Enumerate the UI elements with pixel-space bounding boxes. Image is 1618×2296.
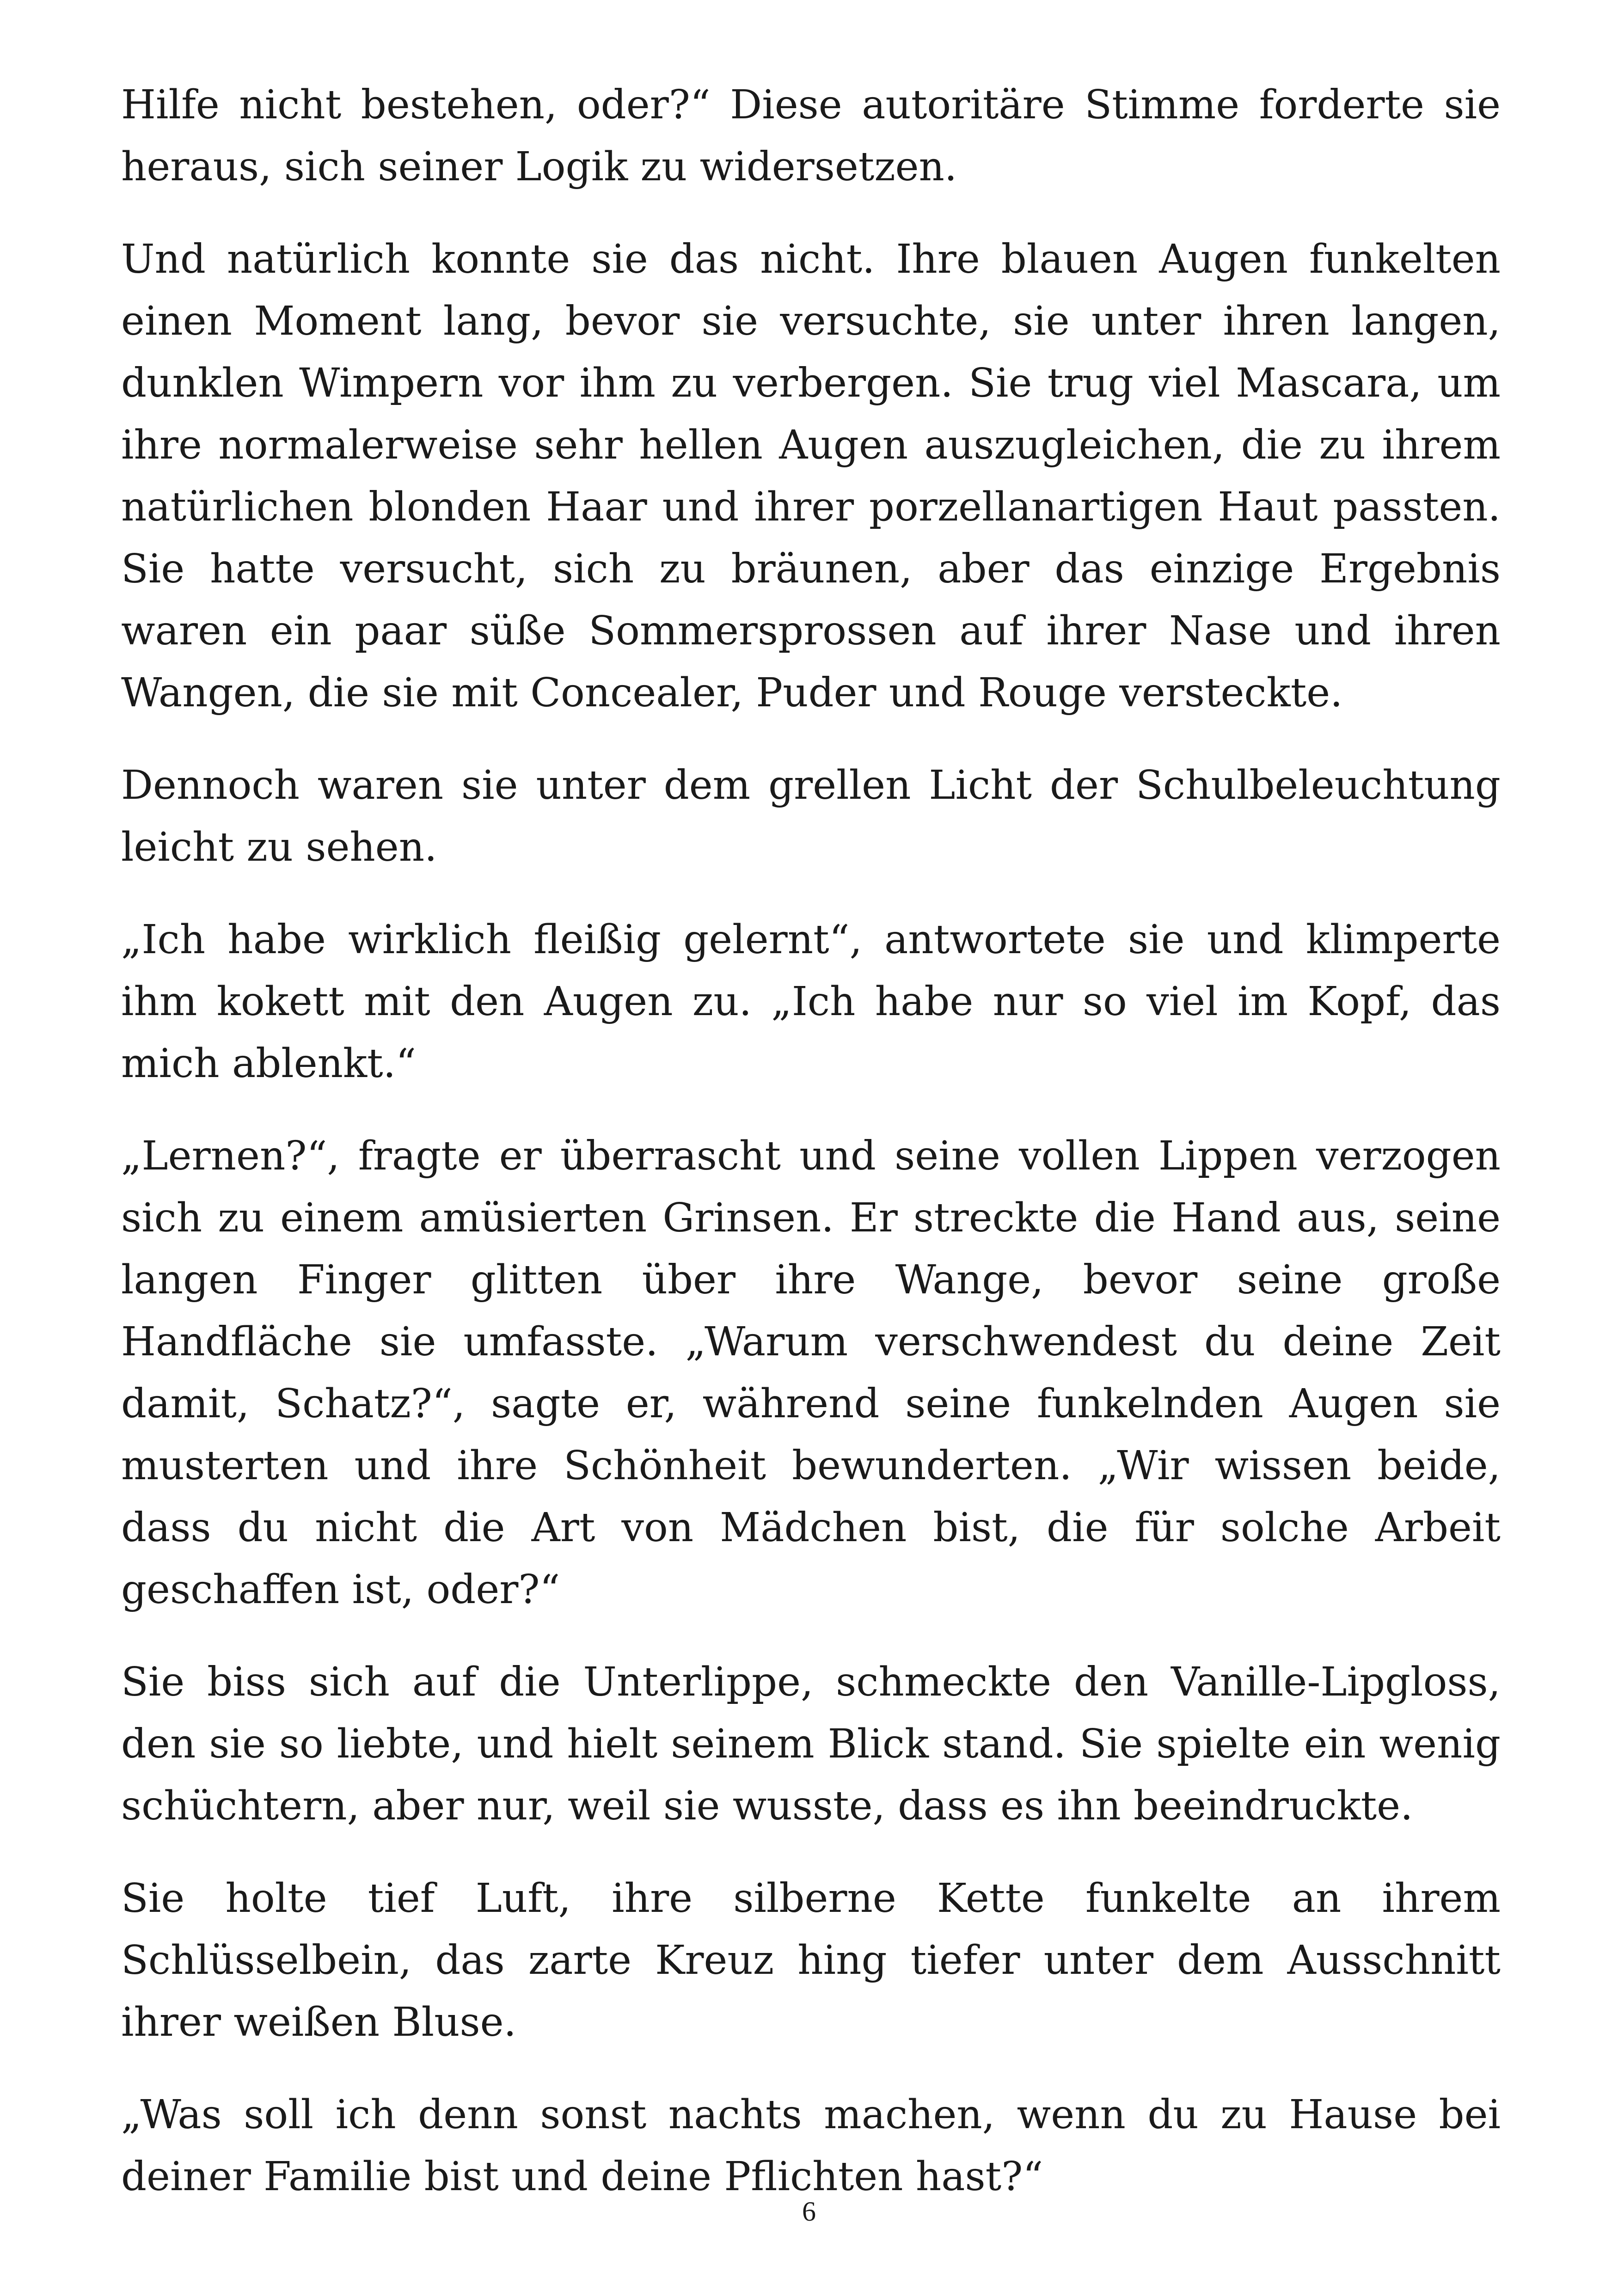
paragraph-5: „Lernen?“, fragte er überrascht und seine vollen Lippen verzogen sich zu einem amüsierten Grinsen. Er streckte die Hand aus, seine langen Finger glitten über ihre Wange, bevor seine große Handfläche sie umfasste. „Warum verschwendest du deine Zeit damit, Schatz?“, sagte er, während seine funkelnden Augen sie musterten und ihre Schönheit bewunderten. „Wir wissen beide, dass du nicht die Art von Mädchen bist, die für solche Arbeit geschaffen ist, oder?“ [121, 1133, 1501, 1613]
paragraph-4: „Ich habe wirklich fleißig gelernt“, antwortete sie und klimperte ihm kokett mit den Augen zu. „Ich habe nur so viel im Kopf, das mich ablenkt.“ [121, 917, 1501, 1087]
paragraph-6: Sie biss sich auf die Unterlippe, schmeckte den Vanille-Lipgloss, den sie so liebte, und hielt seinem Blick stand. Sie spielte ein wenig schüchtern, aber nur, weil sie wusste, dass es ihn beeindruckte. [121, 1659, 1501, 1829]
body-text [121, 74, 1501, 2238]
paragraph-7: Sie holte tief Luft, ihre silberne Kette funkelte an ihrem Schlüsselbein, das zarte Kreuz hing tiefer unter dem Ausschnitt ihrer weißen Bluse. [121, 1875, 1501, 2045]
page-number: 6 [802, 2196, 816, 2227]
paragraph-1: Hilfe nicht bestehen, oder?“ Diese autoritäre Stimme forderte sie heraus, sich seiner Logik zu widersetzen. [121, 82, 1501, 190]
paragraph-2: Und natürlich konnte sie das nicht. Ihre blauen Augen funkelten einen Moment lang, bevor sie versuchte, sie unter ihren langen, dunklen Wimpern vor ihm zu verbergen. Sie trug viel Mascara, um ihre normalerweise sehr hellen Augen auszugleichen, die zu ihrem natürlichen blonden Haar und ihrer porzellanartigen Haut passten. Sie hatte versucht, sich zu bräunen, aber das einzige Ergebnis waren ein paar süße Sommersprossen auf ihrer Nase und ihren Wangen, die sie mit Concealer, Puder und Rouge versteckte. [121, 236, 1501, 716]
paragraph-3: Dennoch waren sie unter dem grellen Licht der Schulbeleuchtung leicht zu sehen. [121, 762, 1501, 870]
paragraph-8: „Was soll ich denn sonst nachts machen, wenn du zu Hause bei deiner Familie bist und deine Pflichten hast?“ [121, 2092, 1501, 2200]
